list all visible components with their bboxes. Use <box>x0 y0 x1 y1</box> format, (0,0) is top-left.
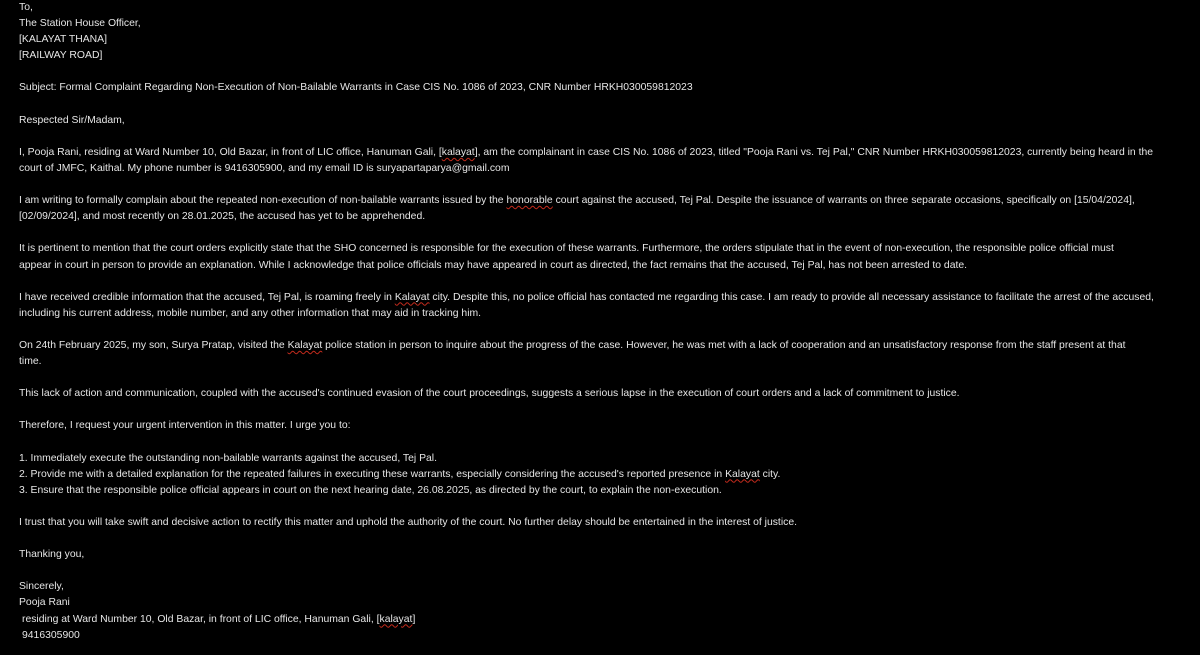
paragraph-introduction <box>19 145 1189 177</box>
document-body[interactable] <box>19 0 1189 644</box>
paragraph-line <box>19 338 1189 354</box>
text-run: 2. Provide me with a detailed explanation for the repeated failures in executing these warrants, especially considering the accused's reported presence in <box>19 468 726 480</box>
spacer <box>19 225 1189 241</box>
paragraph-visit <box>19 338 1189 370</box>
paragraph-request-intro: Therefore, I request your urgent intervention in this matter. I urge you to: <box>19 420 351 432</box>
text-run: On 24th February 2025, my son, Surya Pratap, visited the <box>19 339 288 351</box>
spacer <box>19 129 1189 145</box>
text-run: I, Pooja Rani, residing at Ward Number 10, Old Bazar, in front of LIC office, Hanuman Gali, [ <box>19 146 442 158</box>
spellcheck-word: Kalayat <box>287 339 323 351</box>
spacer <box>19 370 1189 386</box>
spacer <box>19 563 1189 579</box>
paragraph-information <box>19 290 1189 322</box>
text-run: residing at Ward Number 10, Old Bazar, in front of LIC office, Hanuman Gali, [ <box>22 613 380 625</box>
paragraph-line: time. <box>19 356 42 368</box>
paragraph-line: It is pertinent to mention that the court orders explicitly state that the SHO concerned is responsible for the execution of these warrants. Furthermore, the orders stipulate that in the event of non-execution, the responsible police official must <box>19 243 1114 255</box>
signature-address <box>19 612 1189 628</box>
spellcheck-word: kalayat <box>441 146 475 158</box>
signature-name: Pooja Rani <box>19 597 70 609</box>
text-run: city. <box>759 468 781 480</box>
text-run: ] <box>412 613 416 625</box>
paragraph-line <box>19 193 1189 209</box>
subject-line: Subject: Formal Complaint Regarding Non-Execution of Non-Bailable Warrants in Case CIS No. 1086 of 2023, CNR Number HRKH030059812023 <box>19 82 693 94</box>
paragraph-line <box>19 145 1189 161</box>
paragraph-line: including his current address, mobile number, and any other information that may aid in tracking him. <box>19 307 482 319</box>
request-item-2 <box>19 467 1189 483</box>
sincerely-line: Sincerely, <box>19 581 64 593</box>
spellcheck-word: kalayat <box>379 613 413 625</box>
text-run: I have received credible information that the accused, Tej Pal, is roaming freely in <box>19 291 395 303</box>
address-station: [KALAYAT THANA] <box>19 34 107 46</box>
paragraph-lapse: This lack of action and communication, coupled with the accused's continued evasion of the court proceedings, suggests a serious lapse in the execution of court orders and a lack of commitment to justice. <box>19 388 960 400</box>
spellcheck-word: honorable <box>506 195 553 207</box>
spacer <box>19 499 1189 515</box>
paragraph-complaint <box>19 193 1189 225</box>
paragraph-closing: I trust that you will take swift and decisive action to rectify this matter and uphold the authority of the court. No further delay should be entertained in the interest of justice. <box>19 517 797 528</box>
spacer <box>19 177 1189 193</box>
spacer <box>19 402 1189 418</box>
paragraph-line: [02/09/2024], and most recently on 28.01.2025, the accused has yet to be apprehended. <box>19 211 426 223</box>
spacer <box>19 97 1189 113</box>
request-list <box>19 451 1189 499</box>
request-item-3: 3. Ensure that the responsible police official appears in court on the next hearing date, 26.08.2025, as directed by the court, to explain the non-execution. <box>19 484 722 496</box>
spacer <box>19 531 1189 547</box>
thanking-line: Thanking you, <box>19 549 85 561</box>
text-run: court against the accused, Tej Pal. Despite the issuance of warrants on three separate occasions, specifically on [15/04/2024], <box>552 195 1135 207</box>
request-item-1: 1. Immediately execute the outstanding non-bailable warrants against the accused, Tej Pal. <box>19 452 437 464</box>
text-run: police station in person to inquire about the progress of the case. However, he was met with a lack of cooperation and an unsatisfactory response from the staff present at that <box>322 339 1126 351</box>
paragraph-line: appear in court in person to provide an explanation. While I acknowledge that police officials may have appeared in court as directed, the fact remains that the accused, Tej Pal, has not been arrested to date. <box>19 259 968 271</box>
spacer <box>19 64 1189 80</box>
text-run: city. Despite this, no police official has contacted me regarding this case. I am ready to provide all necessary assistance to facilitate the arrest of the accused, <box>429 291 1154 303</box>
paragraph-line: court of JMFC, Kaithal. My phone number is 9416305900, and my email ID is suryapartaparya@gmail.com <box>19 162 510 174</box>
spacer <box>19 435 1189 451</box>
spellcheck-word: Kalayat <box>725 468 760 480</box>
text-run: ], am the complainant in case CIS No. 1086 of 2023, titled "Pooja Rani vs. Tej Pal," CNR Number HRKH030059812023, currently being heard in the <box>474 146 1154 158</box>
text-run: I am writing to formally complain about the repeated non-execution of non-bailable warrants issued by the <box>19 195 507 207</box>
spellcheck-word: Kalayat <box>394 291 430 303</box>
salutation: Respected Sir/Madam, <box>19 114 125 126</box>
signature-phone: 9416305900 <box>22 629 80 641</box>
spacer <box>19 322 1189 338</box>
address-officer: The Station House Officer, <box>19 18 141 30</box>
address-road: [RAILWAY ROAD] <box>19 50 103 62</box>
spacer <box>19 274 1189 290</box>
address-to: To, <box>19 2 33 13</box>
paragraph-line <box>19 290 1189 306</box>
paragraph-court-orders <box>19 241 1189 273</box>
